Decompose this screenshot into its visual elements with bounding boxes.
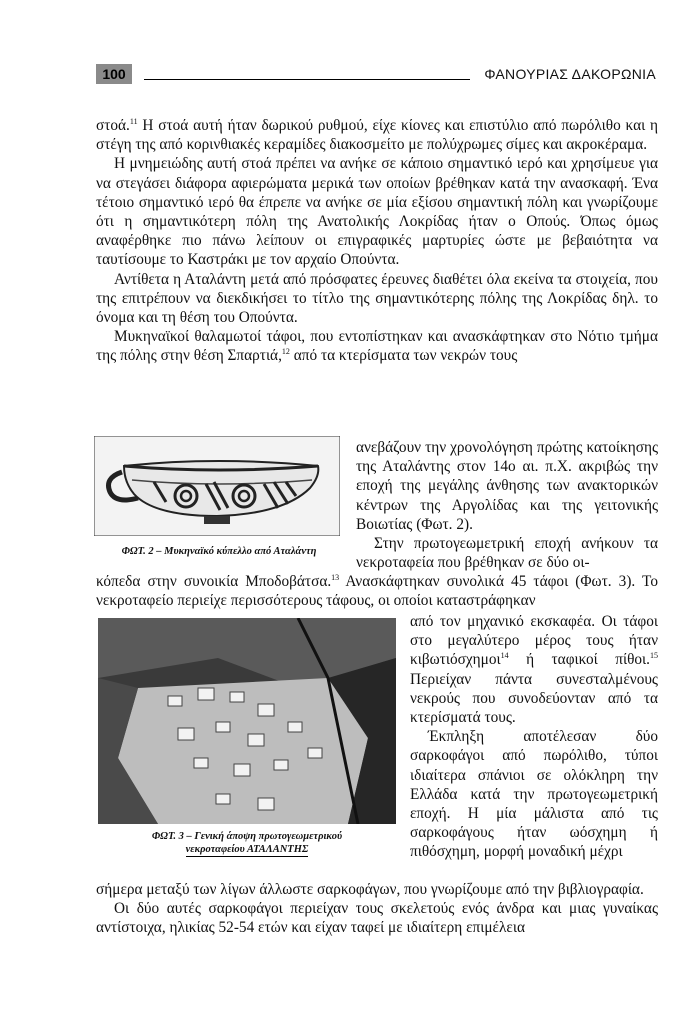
- cup-image: [94, 436, 340, 536]
- cemetery-image: [98, 618, 396, 824]
- caption-photo-2: ΦΩΤ. 2 – Μυκηναϊκό κύπελλο από Αταλάντη: [121, 546, 317, 557]
- text-block-middle: [96, 572, 658, 610]
- paragraph-6-end: σήμερα μεταξύ των λίγων άλλωστε σαρκοφάγων, που γνωρίζουμε από την βιβλιογραφία.: [96, 881, 644, 898]
- page-number: 100: [96, 64, 132, 84]
- paragraph-6-narrow: Έκπληξη αποτέλεσαν δύο σαρκοφάγοι από πωρόλιθο, τύποι ιδιαίτερα σπάνιοι σε ολόκληρη την Ελλάδα κατά την πρωτογεωμετρική εποχή. Η μία μάλιστα από τις σαρκοφάγους ήταν ωόσχημη ή πιθόσχημη, μορφή μοναδική μέχρι: [410, 728, 658, 861]
- page-header: [96, 64, 656, 86]
- caption-photo-3: [98, 830, 396, 857]
- caption-photo-3-line-2: νεκροταφείου ΑΤΑΛΑΝΤΗΣ: [185, 844, 309, 855]
- paragraph-5: κόπεδα στην συνοικία Μποδοβάτσα.$^{13}$ Ανασκάφτηκαν συνολικά 45 τάφοι (Φωτ. 3). Το νεκροταφείο περιείχε περισσότερους τάφους, οι οποίοι καταστράφηκαν: [96, 572, 658, 610]
- photo-cemetery: [98, 618, 396, 824]
- paragraph-7: Οι δύο αυτές σαρκοφάγοι περιείχαν τους σκελετούς ενός άνδρα και μιας γυναίκας αντίστοιχα, ηλικίας 52-54 ετών και είχαν ταφεί με ιδιαίτερη επιμέλεια: [96, 900, 658, 937]
- paragraph-1: στοά.$^{11}$ Η στοά αυτή ήταν δωρικού ρυθμού, είχε κίονες και επιστύλιο από πωρόλιθο και η στέγη της από κορινθιακές κεραμίδες διακοσμείτο με πολύχρωμες σίμες και ακροκέραμα.: [96, 116, 658, 154]
- text-beside-photo-2: [356, 438, 658, 572]
- text-block-top: [96, 116, 658, 366]
- paragraph-4: Μυκηναϊκοί θαλαμωτοί τάφοι, που εντοπίστηκαν και ανασκάφτηκαν στο Νότιο τμήμα της πόλης στην θέση Σπαρτιά,$^{12}$ από τα κτερίσματα των νεκρών τους: [96, 328, 658, 365]
- running-title: ΦΑΝΟΥΡΙΑΣ ΔΑΚΟΡΩΝΙΑ: [484, 66, 656, 82]
- paragraph-2: Η μνημειώδης αυτή στοά πρέπει να ανήκε σε κάποιο σημαντικό ιερό και χρησίμευε για να στεγάσει διάφορα αφιερώματα μερικά των οποίων βρέθηκαν κατά την ανασκαφή. Ένα τέτοιο σημαντικό ιερό θα έπρεπε να ανήκε σε μία εξίσου σημαντική πόλη και γνωρίζουμε ότι η σημαντικότερη πόλη της Ανατολικής Λοκρίδας ήταν ο Οπούς. Όπως όμως αναφέρθηκε πιο πάνω λείπουν οι επιγραφικές μαρτυρίες ώστε με βεβαιότητα να ταυτίσουμε το Καστράκι με τον αρχαίο Οπούντα.: [96, 155, 658, 269]
- paragraph-5-narrow: από τον μηχανικό εκσκαφέα. Οι τάφοι στο μεγαλύτερο μέρος τους ήταν κιβωτιόσχημοι$^{14}$ ή ταφικοί πίθοι.$^{15}$ Περιείχαν πάντα συνεσταλμένους νεκρούς που συνοδεύονταν από τα κτερίσματά τους.: [410, 613, 658, 727]
- paragraph-3: Αντίθετα η Αταλάντη μετά από πρόσφατες έρευνες διαθέτει όλα εκείνα τα στοιχεία, που της επιτρέπουν να διεκδικήσει το τίτλο της σημαντικότερης πόλης της Λοκρίδας δηλ. το όνομα και τη θέση του Οπούντα.: [96, 270, 658, 327]
- photo-mycenaean-cup: [94, 436, 340, 536]
- text-block-bottom: [96, 880, 658, 938]
- caption-photo-3-line-1: ΦΩΤ. 3 – Γενική άποψη πρωτογεωμετρικού: [151, 831, 343, 842]
- header-rule: [144, 79, 470, 80]
- paragraph-5-start: Στην πρωτογεωμετρική εποχή ανήκουν τα νεκροταφεία που βρέθηκαν σε δύο οι-: [356, 535, 658, 572]
- text-beside-photo-3: [410, 612, 658, 862]
- paragraph-4-continued: ανεβάζουν την χρονολόγηση πρώτης κατοίκησης της Αταλάντης στον 14ο αι. π.Χ. ακριβώς την εποχή της μεγάλης άνθησης των ανακτορικών κέντρων της Αργολίδας και της γειτονικής Βοιωτίας (Φωτ. 2).: [356, 439, 658, 533]
